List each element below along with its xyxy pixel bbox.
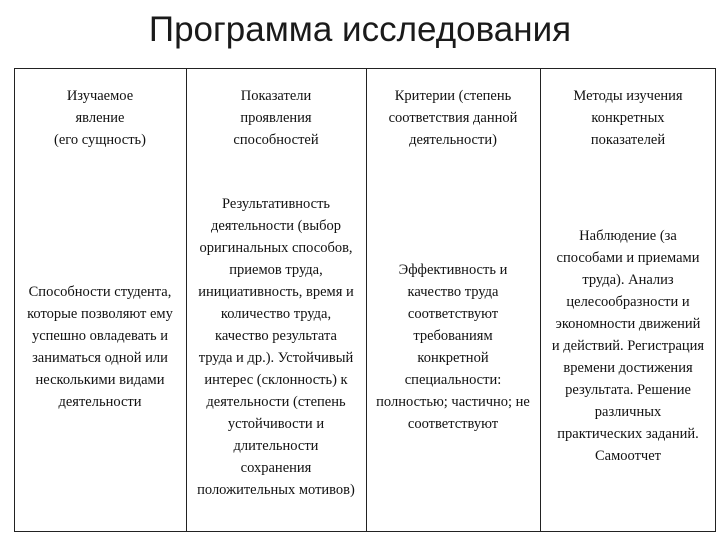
- cell-criteria: Эффективность и качество труда соответствуют требованиям конкретной специальности: полностью; частично; не соответствуют: [376, 262, 530, 432]
- header-indicators: Показатели проявления способностей: [233, 88, 319, 148]
- program-table: [14, 68, 716, 532]
- header-phenomenon: Изучаемое явление (его сущность): [54, 88, 146, 148]
- header-methods: Методы изучения конкретных показателей: [573, 88, 683, 148]
- cell-methods: Наблюдение (за способами и приемами труда). Анализ целесообразности и экономности движений и действий. Регистрация времени достижения результата. Решение различных практических заданий. Самоотчет: [551, 228, 705, 464]
- page-title: Программа исследования: [148, 10, 572, 49]
- cell-phenomenon: Способности студента, которые позволяют ему успешно овладевать и заниматься одной или несколькими видами деятельности: [27, 284, 173, 410]
- header-criteria: Критерии (степень соответствия данной деятельности): [388, 88, 518, 148]
- cell-indicators: Результативность деятельности (выбор оригинальных способов, приемов труда, инициативность, время и количество труда, качество результата труда и др.). Устойчивый интерес (склонность) к деятельности (степень устойчивости и длительности сохранения положительных мотивов): [197, 196, 355, 498]
